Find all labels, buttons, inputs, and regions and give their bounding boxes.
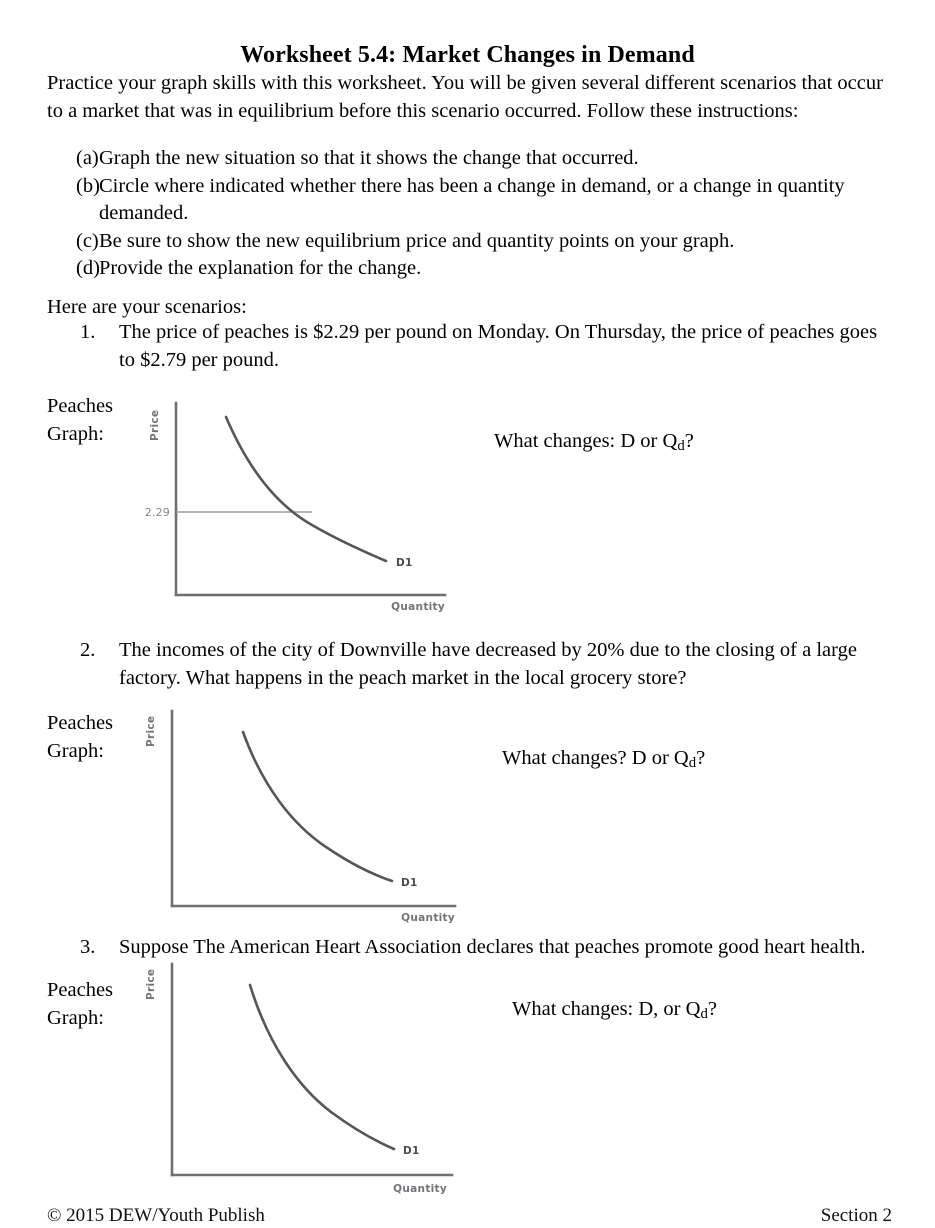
instruction-item-c — [47, 228, 885, 256]
y-axis-label: Price — [145, 715, 157, 747]
scenario-item-1 — [47, 319, 885, 374]
instruction-item-d — [47, 255, 885, 283]
intro-paragraph: Practice your graph skills with this worksheet. You will be given several different scenarios that occur to a market that was in equilibrium before this scenario occurred. Follow these instructions: — [47, 72, 883, 122]
scenario-text: The price of peaches is $2.29 per pound on Monday. On Thursday, the price of peaches goes to $2.79 per pound. — [119, 321, 878, 371]
scenario-text: Suppose The American Heart Association declares that peaches promote good heart health. — [119, 936, 866, 958]
prompt-subscript: d — [688, 755, 697, 772]
x-axis-label: Quantity — [393, 1183, 447, 1195]
curve-label-d1: D1 — [401, 877, 418, 889]
demand-graph-2 — [130, 705, 470, 927]
instruction-text: Graph the new situation so that it shows the change that occurred. — [99, 147, 639, 169]
demand-curve-d1 — [226, 417, 386, 561]
x-axis-label: Quantity — [401, 912, 455, 924]
instruction-text: Provide the explanation for the change. — [99, 257, 422, 279]
scenario-item-2 — [47, 637, 885, 692]
scenario-item-3 — [47, 934, 885, 962]
scenarios-heading: Here are your scenarios: — [47, 296, 247, 318]
peaches-graph-label-3: Peaches Graph: — [47, 979, 114, 1029]
instruction-marker: (c) — [76, 229, 99, 252]
what-changes-prompt-2 — [502, 745, 705, 778]
instruction-marker: (a) — [76, 147, 99, 169]
footer-copyright: © 2015 DEW/Youth Publish — [47, 1205, 265, 1226]
instruction-list — [47, 145, 885, 283]
x-axis-label: Quantity — [391, 601, 445, 613]
instruction-marker: (b) — [76, 174, 100, 197]
y-axis-label: Price — [145, 968, 157, 1000]
scenario-marker: 1. — [80, 321, 96, 343]
y-axis-label: Price — [149, 409, 161, 441]
prompt-prefix: What changes: D or Q — [494, 430, 678, 452]
peaches-graph-label-2: Peaches Graph: — [47, 712, 114, 762]
instruction-text: Be sure to show the new equilibrium price and quantity points on your graph. — [99, 229, 735, 252]
instruction-item-b — [47, 173, 885, 228]
footer-section: Section 2 — [820, 1205, 892, 1226]
prompt-prefix: What changes: D, or Q — [512, 998, 701, 1020]
demand-graph-1 — [140, 395, 460, 615]
prompt-subscript: d — [700, 1006, 708, 1023]
prompt-suffix: ? — [696, 747, 706, 769]
scenario-text: The incomes of the city of Downville have decreased by 20% due to the closing of a large factory. What happens in the peach market in the local grocery store? — [119, 639, 857, 689]
what-changes-prompt-1 — [494, 428, 694, 461]
curve-label-d1: D1 — [403, 1145, 420, 1157]
curve-label-d1: D1 — [396, 557, 413, 569]
price-tick-label: 2.29 — [144, 506, 170, 519]
instruction-marker: (d) — [76, 257, 100, 279]
instruction-item-a — [47, 145, 885, 173]
scenario-marker: 2. — [80, 639, 96, 661]
page-footer — [47, 1203, 892, 1226]
what-changes-prompt-3 — [512, 996, 717, 1029]
prompt-suffix: ? — [707, 998, 717, 1020]
prompt-prefix: What changes? D or Q — [502, 747, 689, 769]
peaches-graph-label-1: Peaches Graph: — [47, 395, 114, 445]
prompt-subscript: d — [677, 438, 685, 455]
demand-curve-d1 — [243, 732, 392, 881]
instruction-text: Circle where indicated whether there has been a change in demand, or a change in quantity demanded. — [99, 174, 845, 224]
prompt-suffix: ? — [684, 430, 694, 452]
scenario-marker: 3. — [80, 936, 96, 958]
page-title: Worksheet 5.4: Market Changes in Demand — [240, 42, 695, 68]
demand-graph-3 — [132, 960, 482, 1200]
demand-curve-d1 — [250, 985, 394, 1149]
